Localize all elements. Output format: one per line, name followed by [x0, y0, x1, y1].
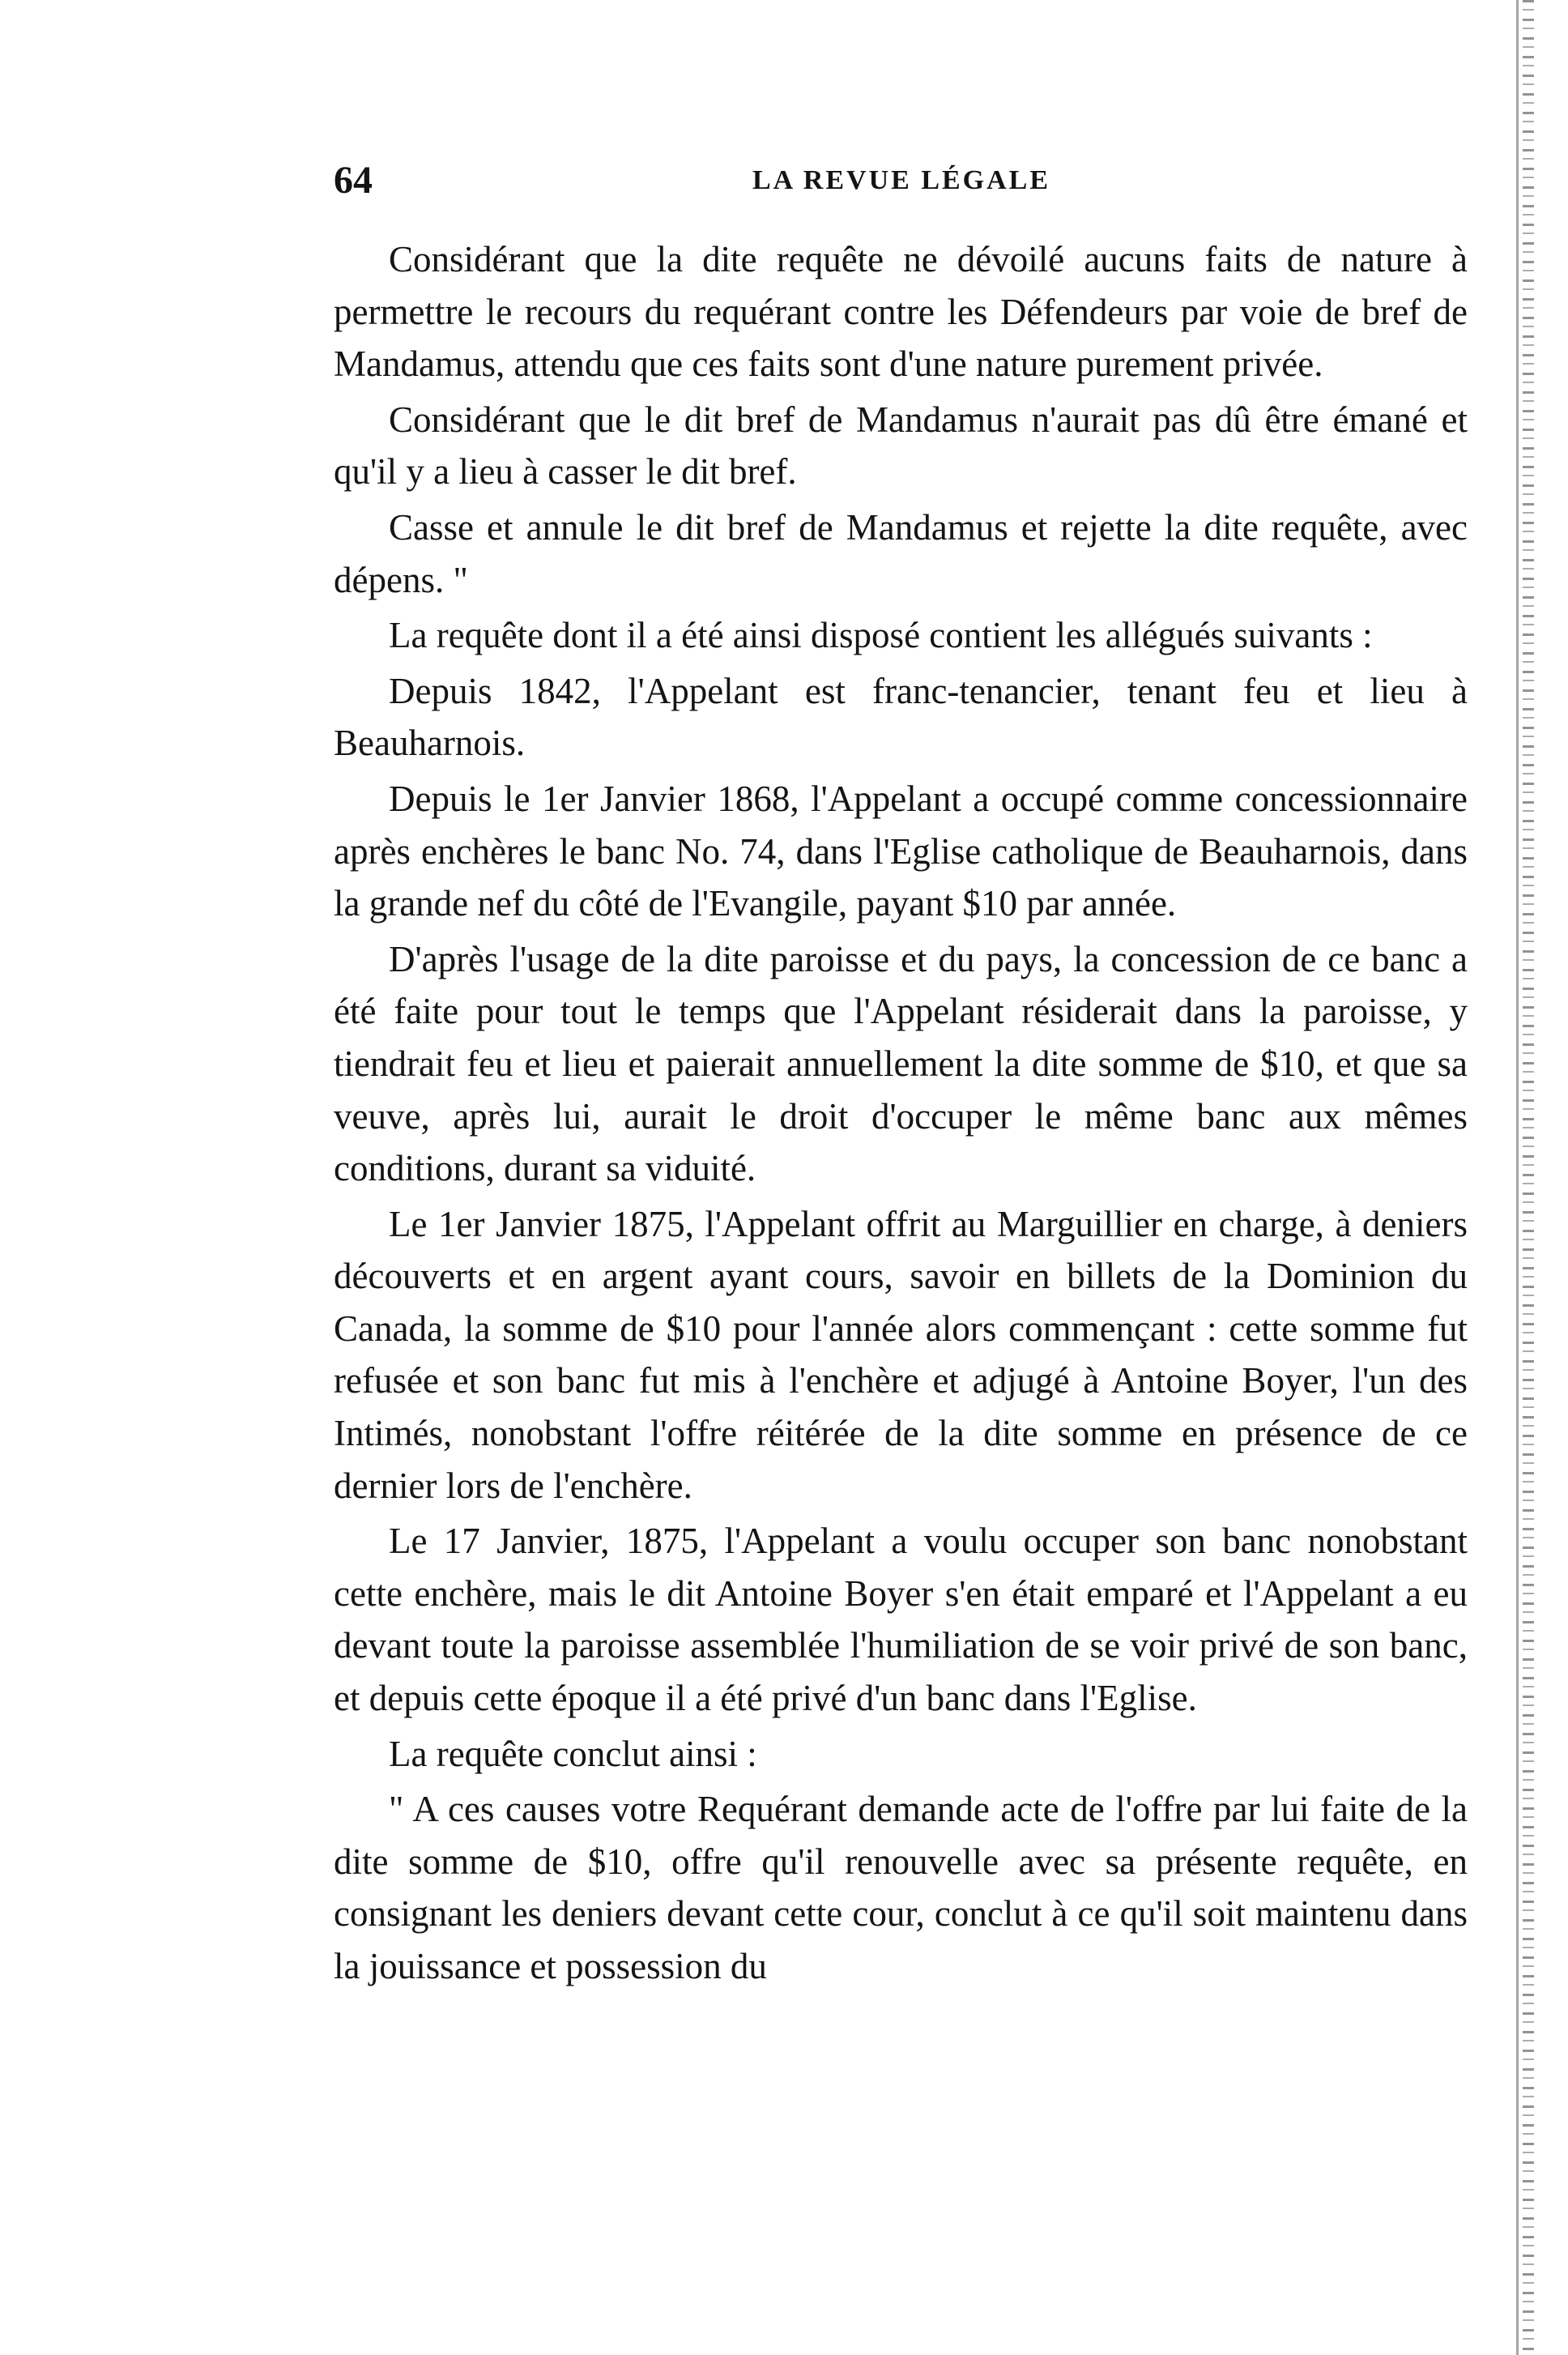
paragraph: Le 17 Janvier, 1875, l'Appelant a voulu occuper son banc nonobstant cette enchère, mais le dit Antoine Boyer s'en était emparé et l'Appelant a eu devant toute la paroisse assemblée l'humiliation de se voir privé de son banc, et depuis cette époque il a été privé d'un banc dans l'Eglise.	[334, 1521, 1468, 1719]
paragraph: Casse et annule le dit bref de Mandamus et rejette la dite requête, avec dépens. "	[334, 506, 1468, 600]
page-number: 64	[334, 159, 373, 202]
body-text	[334, 233, 1468, 1996]
paragraph: Depuis 1842, l'Appelant est franc-tenancier, tenant feu et lieu à Beauharnois.	[334, 670, 1468, 764]
paragraph: La requête conclut ainsi :	[389, 1733, 757, 1774]
page-header	[334, 158, 1469, 203]
paragraph: " A ces causes votre Requérant demande acte de l'offre par lui faite de la dite somme de $10, offre qu'il renouvelle avec sa présente requête, en consignant les deniers devant cette cour, conclut à ce qu'il soit maintenu dans la jouissance et possession du	[334, 1789, 1468, 1986]
paragraph: D'après l'usage de la dite paroisse et du pays, la concession de ce banc a été faite pour tout le temps que l'Appelant résiderait dans la paroisse, y tiendrait feu et lieu et paierait annuellement la dite somme de $10, et que sa veuve, après lui, aurait le droit d'occuper le même banc aux mêmes conditions, durant sa viduité.	[334, 938, 1468, 1189]
running-head: LA REVUE LÉGALE	[752, 165, 1051, 195]
paragraph: Le 1er Janvier 1875, l'Appelant offrit au Marguillier en charge, à deniers découverts et en argent ayant cours, savoir en billets de la Dominion du Canada, la somme de $10 pour l'année alors commençant : cette somme fut refusée et son banc fut mis à l'enchère et adjugé à Antoine Boyer, l'un des Intimés, nonobstant l'offre réitérée de la dite somme en présence de ce dernier lors de l'enchère.	[334, 1203, 1468, 1506]
page-edge-shadow	[1523, 0, 1534, 2355]
paragraph: Considérant que le dit bref de Mandamus n'aurait pas dû être émané et qu'il y a lieu à casser le dit bref.	[334, 399, 1468, 493]
page-edge-line	[1516, 0, 1519, 2355]
paragraph: Depuis le 1er Janvier 1868, l'Appelant a occupé comme concessionnaire après enchères le banc No. 74, dans l'Eglise catholique de Beauharnois, dans la grande nef du côté de l'Evangile, payant $10 par année.	[334, 778, 1468, 924]
paragraph: Considérant que la dite requête ne dévoilé aucuns faits de nature à permettre le recours du requérant contre les Défendeurs par voie de bref de Mandamus, attendu que ces faits sont d'une nature purement privée.	[334, 239, 1468, 385]
paragraph: La requête dont il a été ainsi disposé contient les allégués suivants :	[389, 615, 1373, 656]
